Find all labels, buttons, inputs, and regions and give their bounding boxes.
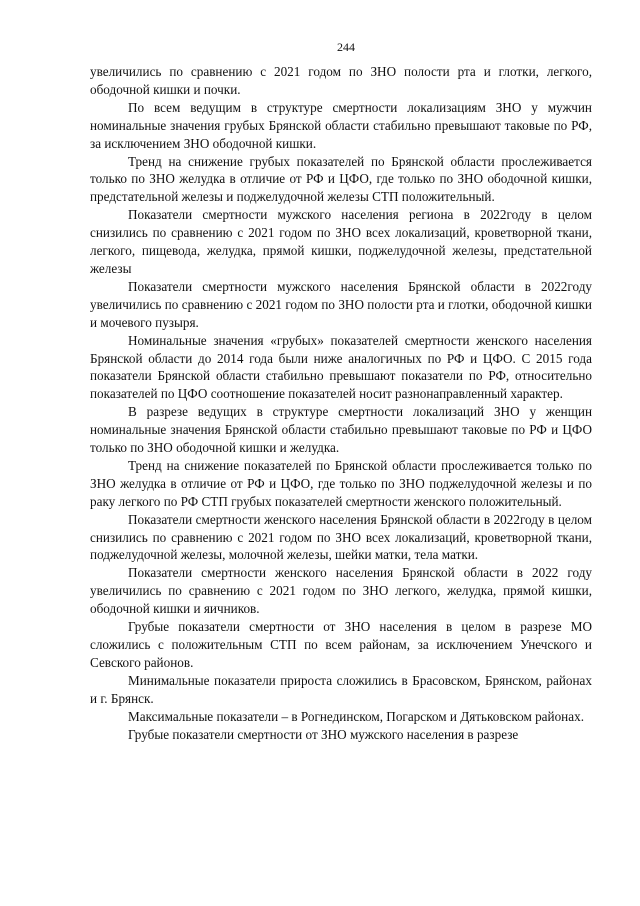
paragraph: Показатели смертности женского населения Брянской области в 2022году в целом снизились по сравнению с 2021 годом по ЗНО всех локализаций, кроветворной ткани, поджелудочной железы, молочной железы, шейки матки, тела матки. [90, 511, 592, 563]
paragraph: В разрезе ведущих в структуре смертности локализаций ЗНО у женщин номинальные значения Брянской области стабильно превышают таковые по РФ и ЦФО только по ЗНО ободочной кишки и желудка. [90, 404, 592, 456]
paragraph: По всем ведущим в структуре смертности локализациям ЗНО у мужчин номинальные значения грубых Брянской области стабильно превышают таковые по РФ, за исключением ЗНО ободочной кишки. [90, 99, 592, 151]
paragraph: Минимальные показатели прироста сложились в Брасовском, Брянском, районах и г. Брянск. [90, 672, 592, 706]
paragraph: Номинальные значения «грубых» показателей смертности женского населения Брянской области до 2014 года были ниже аналогичных по РФ и ЦФО. С 2015 года показатели Брянской области стабильно превышают показатели по РФ, относительно показателей по ЦФО соотношение показателей носит разнонаправленный характер. [90, 332, 592, 402]
paragraph: Тренд на снижение показателей по Брянской области прослеживается только по ЗНО желудка в отличие от РФ и ЦФО, где только по ЗНО поджелудочной железы и по раку легкого по РФ СТП грубых показателей смертности женского положительный. [90, 457, 592, 509]
page-number: 244 [337, 40, 355, 54]
paragraph: Максимальные показатели – в Рогнединском, Погарском и Дятьковском районах. [128, 708, 584, 724]
paragraph: Грубые показатели смертности от ЗНО мужского населения в разрезе [128, 726, 519, 742]
paragraph: Тренд на снижение грубых показателей по Брянской области прослеживается только по ЗНО желудка в отличие от РФ и ЦФО, где только по ЗНО ободочной кишки, предстательной железы и поджелудочной железы СТП положительный. [90, 153, 592, 205]
body-text [90, 63, 592, 743]
paragraph: Грубые показатели смертности от ЗНО населения в целом в разрезе МО сложились с положительным СТП по всем районам, за исключением Унечского и Севского районов. [90, 619, 592, 670]
paragraph: Показатели смертности мужского населения региона в 2022году в целом снизились по сравнению с 2021 годом по ЗНО всех локализаций, кроветворной ткани, легкого, пищевода, желудка, прямой кишки, поджелудочной железы, предстательной железы [90, 207, 592, 276]
paragraph: Показатели смертности мужского населения Брянской области в 2022году увеличились по сравнению с 2021 годом по ЗНО полости рта и глотки, ободочной кишки и мочевого пузыря. [90, 278, 592, 330]
paragraph: Показатели смертности женского населения Брянской области в 2022 году увеличились по сравнению с 2021 годом по ЗНО легкого, желудка, прямой кишки, ободочной кишки и яичников. [90, 565, 592, 617]
paragraph: увеличились по сравнению с 2021 годом по ЗНО полости рта и глотки, легкого, ободочной кишки и почки. [90, 64, 592, 97]
